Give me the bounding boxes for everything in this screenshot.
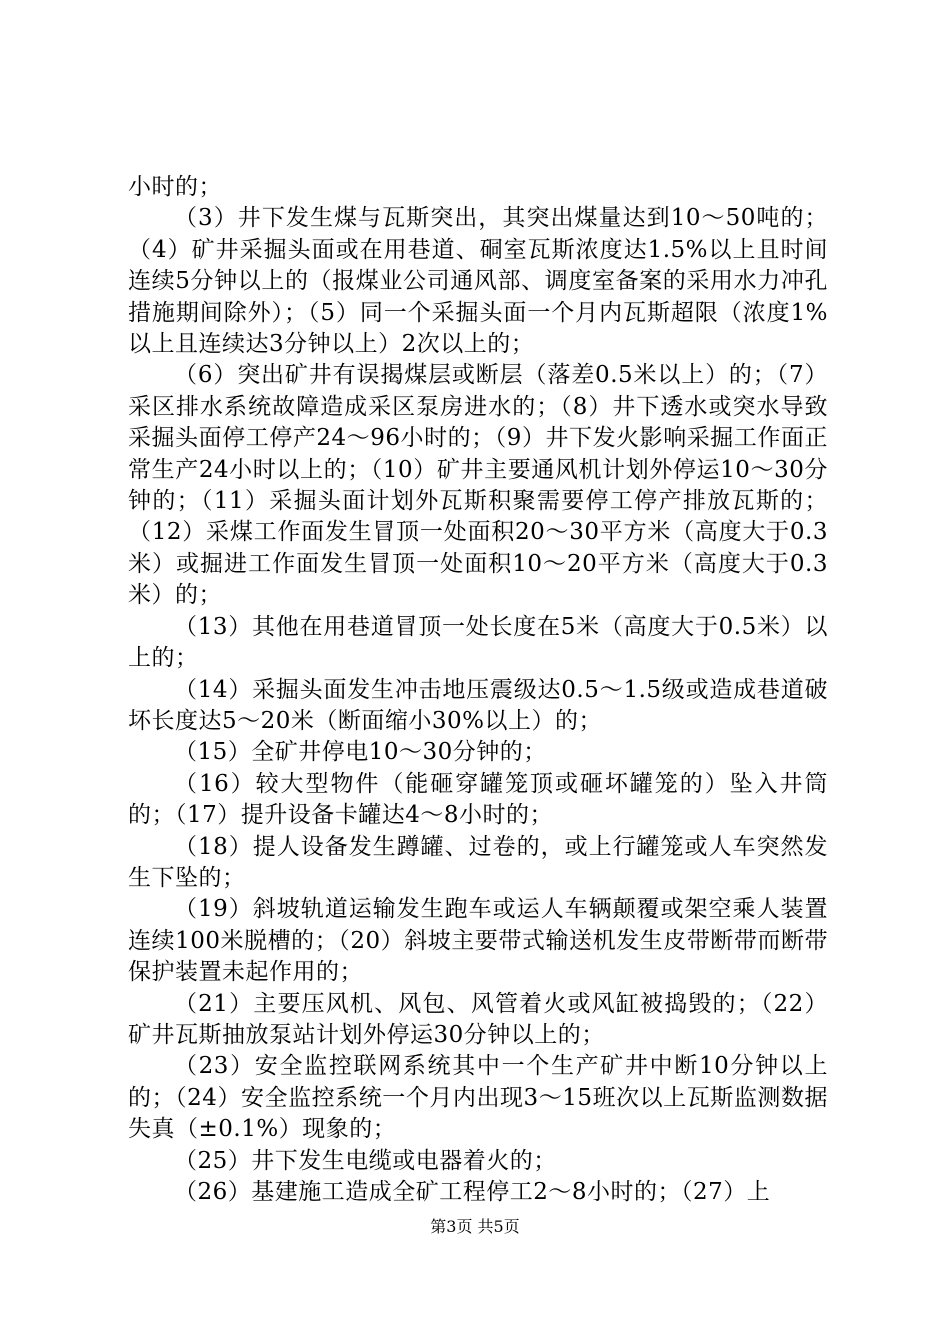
document-body (128, 172, 828, 1208)
paragraph-9: （21）主要压风机、风包、风管着火或风缸被捣毁的；（22）矿井瓦斯抽放泵站计划外停运30分钟以上的； (128, 990, 828, 1048)
paragraph-0: 小时的； (128, 174, 222, 200)
paragraph-2: （6）突出矿井有误揭煤层或断层（落差0.5米以上）的；（7）采区排水系统故障造成采区泵房进水的；（8）井下透水或突水导致采掘头面停工停产24～96小时的；（9）井下发火影响采掘工作面正常生产24小时以上的；（10）矿井主要通风机计划外停运10～30分钟的；（11）采掘头面计划外瓦斯积聚需要停工停产排放瓦斯的；（12）采煤工作面发生冒顶一处面积20～30平方米（高度大于0.3米）或掘进工作面发生冒顶一处面积10～20平方米（高度大于0.3米）的； (128, 362, 828, 609)
paragraph-5: （15）全矿井停电10～30分钟的； (174, 739, 547, 766)
page-footer (0, 1217, 950, 1237)
paragraph-10: （23）安全监控联网系统其中一个生产矿井中断10分钟以上的；（24）安全监控系统一个月内出现3～15班次以上瓦斯监测数据失真（±0.1%）现象的； (128, 1053, 828, 1143)
paragraph-11: （25）井下发生电缆或电器着火的； (174, 1147, 557, 1174)
paragraph-8: （19）斜坡轨道运输发生跑车或运人车辆颠覆或架空乘人装置连续100米脱槽的；（20）斜坡主要带式输送机发生皮带断带而断带保护装置未起作用的； (128, 896, 828, 986)
paragraph-1: （3）井下发生煤与瓦斯突出，其突出煤量达到10～50吨的；（4）矿井采掘头面或在用巷道、硐室瓦斯浓度达1.5%以上且时间连续5分钟以上的（报煤业公司通风部、调度室备案的采用水力冲孔措施期间除外）；（5）同一个采掘头面一个月内瓦斯超限（浓度1%以上且连续达3分钟以上）2次以上的； (128, 205, 828, 358)
paragraph-3: （13）其他在用巷道冒顶一处长度在5米（高度大于0.5米）以上的； (128, 613, 828, 672)
paragraph-6: （16）较大型物件（能砸穿罐笼顶或砸坏罐笼的）坠入井筒的；（17）提升设备卡罐达4～8小时的； (128, 770, 828, 829)
paragraph-7: （18）提人设备发生蹲罐、过卷的，或上行罐笼或人车突然发生下坠的； (128, 833, 828, 891)
paragraph-4: （14）采掘头面发生冲击地压震级达0.5～1.5级或造成巷道破坏长度达5～20米（断面缩小30%以上）的； (128, 676, 828, 734)
page-number-label: 第3页 共5页 (430, 1217, 520, 1236)
paragraph-12: （26）基建施工造成全矿工程停工2～8小时的；（27）上 (174, 1179, 771, 1205)
